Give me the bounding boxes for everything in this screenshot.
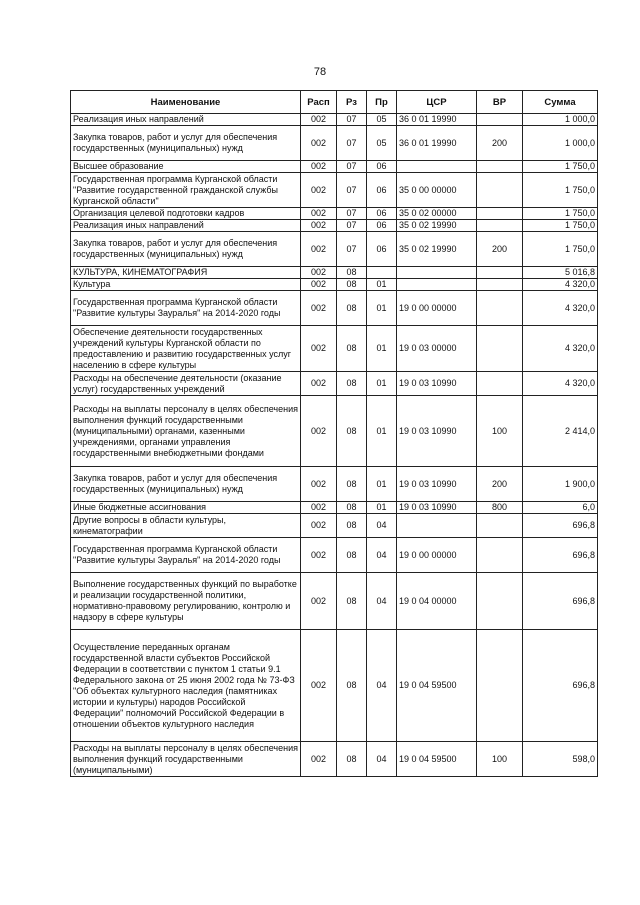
- cell-rasp: 002: [301, 279, 337, 291]
- cell-csr: 35 0 02 19990: [397, 220, 477, 232]
- table-row: [71, 372, 598, 396]
- cell-csr: 19 0 00 00000: [397, 538, 477, 573]
- cell-vr: 100: [477, 396, 523, 467]
- cell-csr: 36 0 01 19990: [397, 126, 477, 161]
- table-row: [71, 326, 598, 372]
- table-row: [71, 396, 598, 467]
- table-row: [71, 573, 598, 630]
- cell-name: Расходы на выплаты персоналу в целях обеспечения выполнения функций государственными (муниципальными): [71, 742, 301, 777]
- table-body: [71, 114, 598, 777]
- cell-pr: 01: [367, 279, 397, 291]
- cell-rasp: 002: [301, 396, 337, 467]
- cell-rz: 07: [337, 161, 367, 173]
- cell-vr: [477, 220, 523, 232]
- cell-rz: 08: [337, 514, 367, 538]
- cell-csr: 35 0 02 00000: [397, 208, 477, 220]
- cell-rz: 08: [337, 630, 367, 742]
- cell-rasp: 002: [301, 630, 337, 742]
- cell-pr: 01: [367, 467, 397, 502]
- cell-sum: 696,8: [523, 538, 598, 573]
- header-sum: Сумма: [523, 91, 598, 114]
- cell-name: Высшее образование: [71, 161, 301, 173]
- cell-csr: [397, 267, 477, 279]
- header-csr: ЦСР: [397, 91, 477, 114]
- cell-pr: 04: [367, 514, 397, 538]
- cell-vr: [477, 291, 523, 326]
- cell-rasp: 002: [301, 161, 337, 173]
- cell-rz: 07: [337, 114, 367, 126]
- cell-pr: 06: [367, 173, 397, 208]
- cell-rz: 08: [337, 372, 367, 396]
- header-rasp: Расп: [301, 91, 337, 114]
- table-row: [71, 161, 598, 173]
- cell-sum: 696,8: [523, 630, 598, 742]
- cell-vr: [477, 326, 523, 372]
- cell-rz: 07: [337, 126, 367, 161]
- cell-rasp: 002: [301, 467, 337, 502]
- cell-sum: 1 750,0: [523, 161, 598, 173]
- cell-rasp: 002: [301, 267, 337, 279]
- cell-pr: 05: [367, 126, 397, 161]
- cell-vr: [477, 630, 523, 742]
- cell-csr: 19 0 03 10990: [397, 396, 477, 467]
- cell-csr: [397, 161, 477, 173]
- cell-vr: [477, 573, 523, 630]
- cell-rz: 08: [337, 742, 367, 777]
- cell-name: Закупка товаров, работ и услуг для обеспечения государственных (муниципальных) нужд: [71, 467, 301, 502]
- cell-rz: 08: [337, 267, 367, 279]
- cell-sum: 4 320,0: [523, 291, 598, 326]
- header-name: Наименование: [71, 91, 301, 114]
- cell-sum: 2 414,0: [523, 396, 598, 467]
- cell-rasp: 002: [301, 502, 337, 514]
- cell-rz: 07: [337, 173, 367, 208]
- cell-name: Организация целевой подготовки кадров: [71, 208, 301, 220]
- cell-csr: 19 0 00 00000: [397, 291, 477, 326]
- cell-name: Государственная программа Курганской области "Развитие государственной гражданской службы Курганской области": [71, 173, 301, 208]
- table-row: [71, 114, 598, 126]
- cell-csr: [397, 514, 477, 538]
- cell-rasp: 002: [301, 372, 337, 396]
- cell-name: Государственная программа Курганской области "Развитие культуры Зауралья" на 2014-2020 годы: [71, 538, 301, 573]
- cell-pr: 04: [367, 630, 397, 742]
- cell-sum: 1 750,0: [523, 173, 598, 208]
- cell-vr: [477, 372, 523, 396]
- table-row: [71, 742, 598, 777]
- cell-csr: 19 0 03 10990: [397, 467, 477, 502]
- table-row: [71, 514, 598, 538]
- cell-rasp: 002: [301, 514, 337, 538]
- cell-vr: [477, 173, 523, 208]
- cell-rasp: 002: [301, 220, 337, 232]
- cell-rasp: 002: [301, 291, 337, 326]
- cell-sum: 5 016,8: [523, 267, 598, 279]
- cell-name: Обеспечение деятельности государственных учреждений культуры Курганской области по предоставлению и развитию государственных услуг населению в сфере культуры: [71, 326, 301, 372]
- cell-pr: 06: [367, 161, 397, 173]
- cell-name: Государственная программа Курганской области "Развитие культуры Зауралья" на 2014-2020 годы: [71, 291, 301, 326]
- cell-name: Закупка товаров, работ и услуг для обеспечения государственных (муниципальных) нужд: [71, 232, 301, 267]
- cell-csr: [397, 279, 477, 291]
- cell-sum: 1 000,0: [523, 114, 598, 126]
- cell-name: Реализация иных направлений: [71, 220, 301, 232]
- table-row: [71, 173, 598, 208]
- cell-name: Другие вопросы в области культуры, кинематографии: [71, 514, 301, 538]
- header-rz: Рз: [337, 91, 367, 114]
- cell-csr: 19 0 03 10990: [397, 502, 477, 514]
- cell-pr: 01: [367, 396, 397, 467]
- cell-rasp: 002: [301, 538, 337, 573]
- cell-rz: 07: [337, 208, 367, 220]
- cell-name: Расходы на обеспечение деятельности (оказание услуг) государственных учреждений: [71, 372, 301, 396]
- cell-name: Осуществление переданных органам государственной власти субъектов Российской Федерации в соответствии с пунктом 1 статьи 9.1 Федерального закона от 25 июня 2002 года № 73-ФЗ "Об объектах культурного наследия (памятниках истории и культуры) народов Российской Федерации" полномочий Российской Федерации в отношении объектов культурного наследия: [71, 630, 301, 742]
- cell-pr: 05: [367, 114, 397, 126]
- cell-rasp: 002: [301, 742, 337, 777]
- cell-sum: 4 320,0: [523, 326, 598, 372]
- cell-name: Выполнение государственных функций по выработке и реализации государственной политики, нормативно-правовому регулированию, контролю и надзору в сфере культуры: [71, 573, 301, 630]
- table-row: [71, 267, 598, 279]
- cell-pr: 04: [367, 573, 397, 630]
- cell-name: КУЛЬТУРА, КИНЕМАТОГРАФИЯ: [71, 267, 301, 279]
- cell-sum: 4 320,0: [523, 279, 598, 291]
- cell-csr: 19 0 04 00000: [397, 573, 477, 630]
- cell-pr: 04: [367, 742, 397, 777]
- cell-csr: 19 0 03 10990: [397, 372, 477, 396]
- cell-rz: 08: [337, 573, 367, 630]
- cell-csr: 35 0 02 19990: [397, 232, 477, 267]
- cell-vr: 200: [477, 126, 523, 161]
- cell-name: Закупка товаров, работ и услуг для обеспечения государственных (муниципальных) нужд: [71, 126, 301, 161]
- cell-name: Расходы на выплаты персоналу в целях обеспечения выполнения функций государственными (муниципальными) органами, казенными учреждениями, органами управления государственными внебюджетными фондами: [71, 396, 301, 467]
- cell-rasp: 002: [301, 232, 337, 267]
- cell-pr: 01: [367, 291, 397, 326]
- table-row: [71, 467, 598, 502]
- cell-rz: 08: [337, 326, 367, 372]
- table-row: [71, 208, 598, 220]
- cell-vr: [477, 161, 523, 173]
- header-vr: ВР: [477, 91, 523, 114]
- cell-rz: 08: [337, 396, 367, 467]
- cell-sum: 696,8: [523, 514, 598, 538]
- header-pr: Пр: [367, 91, 397, 114]
- cell-sum: 6,0: [523, 502, 598, 514]
- cell-sum: 1 750,0: [523, 208, 598, 220]
- cell-vr: [477, 208, 523, 220]
- table-row: [71, 291, 598, 326]
- cell-rasp: 002: [301, 573, 337, 630]
- cell-pr: 04: [367, 538, 397, 573]
- cell-sum: 1 750,0: [523, 232, 598, 267]
- cell-rasp: 002: [301, 173, 337, 208]
- cell-rz: 08: [337, 538, 367, 573]
- table-row: [71, 232, 598, 267]
- cell-rz: 08: [337, 279, 367, 291]
- cell-sum: 598,0: [523, 742, 598, 777]
- cell-pr: [367, 267, 397, 279]
- cell-csr: 36 0 01 19990: [397, 114, 477, 126]
- page-number: 78: [313, 66, 327, 78]
- cell-pr: 01: [367, 502, 397, 514]
- table-row: [71, 538, 598, 573]
- cell-sum: 696,8: [523, 573, 598, 630]
- cell-sum: 4 320,0: [523, 372, 598, 396]
- cell-vr: [477, 538, 523, 573]
- cell-sum: 1 000,0: [523, 126, 598, 161]
- cell-pr: 06: [367, 208, 397, 220]
- table-row: [71, 126, 598, 161]
- cell-rasp: 002: [301, 114, 337, 126]
- cell-vr: 200: [477, 467, 523, 502]
- cell-rz: 07: [337, 220, 367, 232]
- cell-pr: 01: [367, 326, 397, 372]
- cell-vr: 100: [477, 742, 523, 777]
- cell-vr: [477, 514, 523, 538]
- cell-rz: 08: [337, 502, 367, 514]
- cell-rasp: 002: [301, 126, 337, 161]
- cell-rz: 08: [337, 291, 367, 326]
- cell-pr: 06: [367, 232, 397, 267]
- cell-name: Культура: [71, 279, 301, 291]
- table-header-row: [71, 91, 598, 114]
- cell-rz: 08: [337, 467, 367, 502]
- table-row: [71, 502, 598, 514]
- cell-csr: 35 0 00 00000: [397, 173, 477, 208]
- cell-sum: 1 900,0: [523, 467, 598, 502]
- cell-name: Иные бюджетные ассигнования: [71, 502, 301, 514]
- cell-vr: [477, 279, 523, 291]
- table-row: [71, 630, 598, 742]
- cell-pr: 01: [367, 372, 397, 396]
- cell-pr: 06: [367, 220, 397, 232]
- cell-name: Реализация иных направлений: [71, 114, 301, 126]
- cell-rz: 07: [337, 232, 367, 267]
- cell-vr: [477, 114, 523, 126]
- budget-table: [70, 90, 598, 777]
- cell-csr: 19 0 04 59500: [397, 742, 477, 777]
- cell-rasp: 002: [301, 326, 337, 372]
- cell-csr: 19 0 04 59500: [397, 630, 477, 742]
- cell-csr: 19 0 03 00000: [397, 326, 477, 372]
- cell-vr: 200: [477, 232, 523, 267]
- cell-vr: [477, 267, 523, 279]
- cell-sum: 1 750,0: [523, 220, 598, 232]
- cell-vr: 800: [477, 502, 523, 514]
- table-row: [71, 220, 598, 232]
- table-row: [71, 279, 598, 291]
- cell-rasp: 002: [301, 208, 337, 220]
